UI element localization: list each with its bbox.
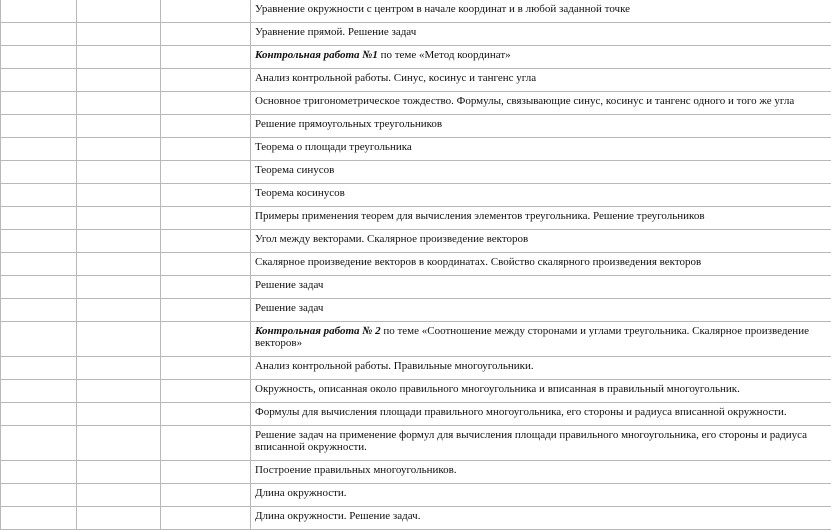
lesson-topic-text: Скалярное произведение векторов в координатах. Свойство скалярного произведения векторов bbox=[255, 256, 702, 268]
table-row bbox=[1, 322, 831, 357]
lesson-topic-cell bbox=[251, 161, 831, 184]
table-row bbox=[1, 69, 831, 92]
empty-cell bbox=[77, 253, 161, 276]
lesson-topic-cell bbox=[251, 184, 831, 207]
empty-cell bbox=[161, 115, 251, 138]
empty-cell bbox=[1, 461, 77, 484]
empty-cell bbox=[161, 46, 251, 69]
empty-cell bbox=[161, 484, 251, 507]
table-row bbox=[1, 276, 831, 299]
empty-cell bbox=[77, 507, 161, 530]
lesson-topic-text: Уравнение прямой. Решение задач bbox=[255, 26, 417, 38]
lesson-topic-text: Угол между векторами. Скалярное произведение векторов bbox=[255, 233, 529, 245]
empty-cell bbox=[1, 46, 77, 69]
test-title: Контрольная работа №1 bbox=[255, 49, 378, 61]
empty-cell bbox=[1, 230, 77, 253]
empty-cell bbox=[161, 69, 251, 92]
lesson-topic-text: Длина окружности. Решение задач. bbox=[255, 510, 421, 522]
lesson-topic-cell bbox=[251, 69, 831, 92]
lesson-topic-cell bbox=[251, 357, 831, 380]
lesson-topic-cell bbox=[251, 0, 831, 23]
empty-cell bbox=[161, 138, 251, 161]
empty-cell bbox=[77, 357, 161, 380]
lesson-topic-text: Анализ контрольной работы. Правильные многоугольники. bbox=[255, 360, 534, 372]
test-topic: по теме «Метод координат» bbox=[377, 49, 511, 61]
lesson-topic-cell bbox=[251, 403, 831, 426]
empty-cell bbox=[161, 299, 251, 322]
table-row bbox=[1, 46, 831, 69]
lesson-topic-text: Решение задач на применение формул для вычисления площади правильного многоугольника, его стороны и радиуса вписанной окружности. bbox=[255, 429, 808, 453]
empty-cell bbox=[77, 299, 161, 322]
lesson-topic-text: Длина окружности. bbox=[255, 487, 347, 499]
empty-cell bbox=[77, 276, 161, 299]
lesson-topic-cell bbox=[251, 484, 831, 507]
empty-cell bbox=[77, 23, 161, 46]
lesson-topic-text: Уравнение окружности с центром в начале координат и в любой заданной точке bbox=[255, 3, 631, 15]
lesson-topic-text: Теорема косинусов bbox=[255, 187, 345, 199]
empty-cell bbox=[77, 69, 161, 92]
empty-cell bbox=[77, 403, 161, 426]
empty-cell bbox=[1, 23, 77, 46]
empty-cell bbox=[1, 299, 77, 322]
lesson-topic-text: Анализ контрольной работы. Синус, косинус и тангенс угла bbox=[255, 72, 537, 84]
lesson-topic-cell bbox=[251, 507, 831, 530]
lesson-topic-text: Решение задач bbox=[255, 302, 324, 314]
empty-cell bbox=[161, 161, 251, 184]
lesson-topic-cell bbox=[251, 299, 831, 322]
empty-cell bbox=[161, 184, 251, 207]
lesson-topic-text: Формулы для вычисления площади правильного многоугольника, его стороны и радиуса вписанной окружности. bbox=[255, 406, 787, 418]
empty-cell bbox=[161, 380, 251, 403]
empty-cell bbox=[161, 507, 251, 530]
table-row bbox=[1, 461, 831, 484]
table-row bbox=[1, 138, 831, 161]
empty-cell bbox=[77, 484, 161, 507]
table-row bbox=[1, 357, 831, 380]
table-row bbox=[1, 161, 831, 184]
table-row bbox=[1, 507, 831, 530]
lesson-topic-text: Теорема о площади треугольника bbox=[255, 141, 412, 153]
empty-cell bbox=[77, 138, 161, 161]
lesson-topic-cell bbox=[251, 253, 831, 276]
lesson-topic-text: Решение прямоугольных треугольников bbox=[255, 118, 443, 130]
table-row bbox=[1, 92, 831, 115]
lesson-topic-cell bbox=[251, 23, 831, 46]
empty-cell bbox=[161, 276, 251, 299]
lesson-topic-text: Построение правильных многоугольников. bbox=[255, 464, 457, 476]
table-row bbox=[1, 23, 831, 46]
lesson-rows bbox=[1, 0, 831, 530]
test-topic: по теме «Соотношение между сторонами и углами треугольника. Скалярное произведение векторов» bbox=[255, 325, 809, 349]
lesson-topic-cell bbox=[251, 230, 831, 253]
empty-cell bbox=[1, 69, 77, 92]
empty-cell bbox=[1, 184, 77, 207]
empty-cell bbox=[1, 253, 77, 276]
empty-cell bbox=[161, 322, 251, 357]
empty-cell bbox=[77, 322, 161, 357]
lesson-topic-text: Основное тригонометрическое тождество. Формулы, связывающие синус, косинус и тангенс одного и того же угла bbox=[255, 95, 795, 107]
table-row bbox=[1, 207, 831, 230]
table-row bbox=[1, 253, 831, 276]
empty-cell bbox=[77, 161, 161, 184]
empty-cell bbox=[77, 380, 161, 403]
empty-cell bbox=[77, 0, 161, 23]
lesson-topic-cell bbox=[251, 92, 831, 115]
empty-cell bbox=[1, 276, 77, 299]
empty-cell bbox=[161, 0, 251, 23]
lesson-topic-text: Окружность, описанная около правильного многоугольника и вписанная в правильный многоугольник. bbox=[255, 383, 740, 395]
empty-cell bbox=[77, 184, 161, 207]
empty-cell bbox=[161, 403, 251, 426]
test-title: Контрольная работа № 2 bbox=[255, 325, 381, 337]
empty-cell bbox=[1, 484, 77, 507]
empty-cell bbox=[1, 507, 77, 530]
empty-cell bbox=[77, 92, 161, 115]
empty-cell bbox=[1, 161, 77, 184]
empty-cell bbox=[1, 426, 77, 461]
empty-cell bbox=[1, 357, 77, 380]
lesson-topic-cell bbox=[251, 138, 831, 161]
table-row bbox=[1, 426, 831, 461]
lesson-topic-cell bbox=[251, 276, 831, 299]
table-row bbox=[1, 184, 831, 207]
empty-cell bbox=[161, 426, 251, 461]
empty-cell bbox=[77, 207, 161, 230]
empty-cell bbox=[1, 0, 77, 23]
table-row bbox=[1, 299, 831, 322]
lesson-topic-cell bbox=[251, 426, 831, 461]
table-row bbox=[1, 380, 831, 403]
empty-cell bbox=[77, 230, 161, 253]
lesson-topic-cell bbox=[251, 207, 831, 230]
empty-cell bbox=[1, 92, 77, 115]
table-row bbox=[1, 0, 831, 23]
lesson-topic-text: Теорема синусов bbox=[255, 164, 335, 176]
table-row bbox=[1, 484, 831, 507]
table-row bbox=[1, 403, 831, 426]
empty-cell bbox=[1, 403, 77, 426]
lesson-topic-text: Решение задач bbox=[255, 279, 324, 291]
lesson-topic-text: Примеры применения теорем для вычисления элементов треугольника. Решение треугольников bbox=[255, 210, 705, 222]
empty-cell bbox=[77, 46, 161, 69]
empty-cell bbox=[161, 23, 251, 46]
empty-cell bbox=[1, 380, 77, 403]
lesson-topic-cell bbox=[251, 115, 831, 138]
empty-cell bbox=[161, 253, 251, 276]
empty-cell bbox=[161, 357, 251, 380]
lesson-topic-cell bbox=[251, 322, 831, 357]
empty-cell bbox=[1, 207, 77, 230]
empty-cell bbox=[161, 230, 251, 253]
empty-cell bbox=[1, 322, 77, 357]
lesson-topic-cell bbox=[251, 46, 831, 69]
empty-cell bbox=[77, 426, 161, 461]
table-row bbox=[1, 115, 831, 138]
empty-cell bbox=[161, 92, 251, 115]
empty-cell bbox=[1, 115, 77, 138]
empty-cell bbox=[161, 461, 251, 484]
empty-cell bbox=[77, 115, 161, 138]
lesson-topic-cell bbox=[251, 380, 831, 403]
empty-cell bbox=[77, 461, 161, 484]
table-row bbox=[1, 230, 831, 253]
empty-cell bbox=[161, 207, 251, 230]
empty-cell bbox=[1, 138, 77, 161]
lesson-topic-cell bbox=[251, 461, 831, 484]
